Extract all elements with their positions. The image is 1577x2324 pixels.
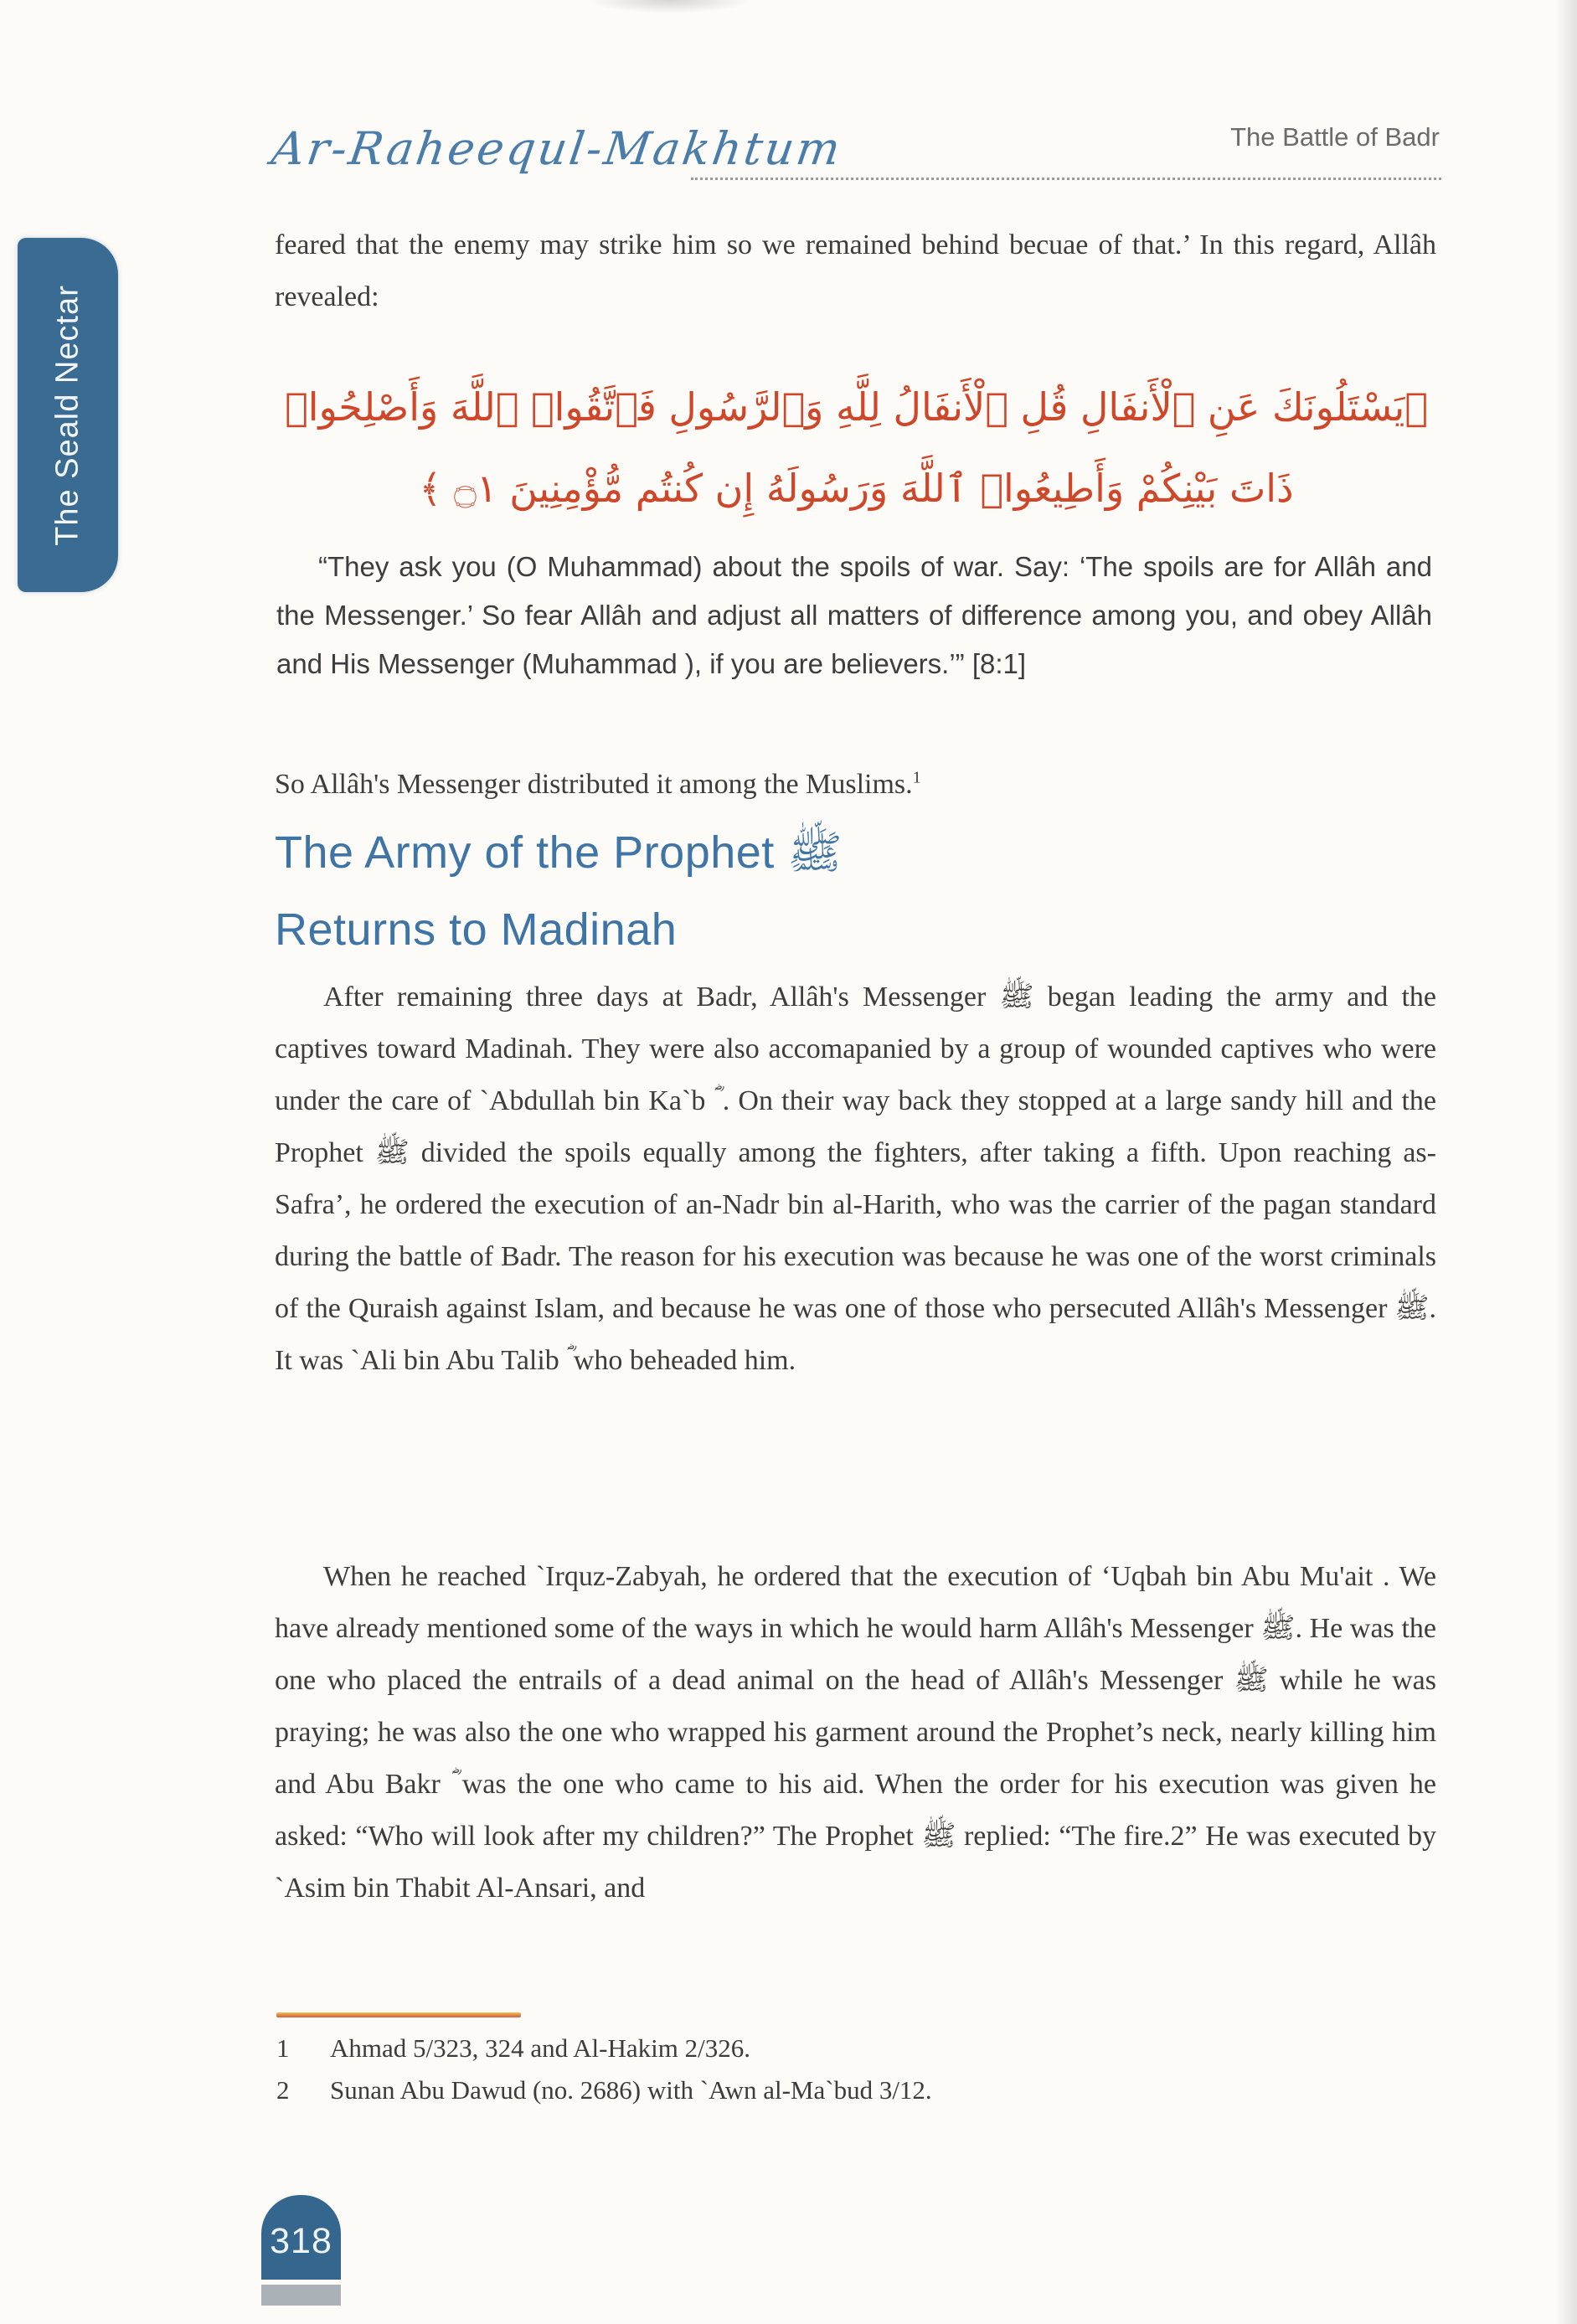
quran-verse-line1: ﴿يَسْتَلُونَكَ عَنِ ٱلْأَنفَالِ قُلِ ٱلْأَنفَالُ لِلَّهِ وَٱلرَّسُولِ فَٱتَّقُوا۟ ٱللَّهَ وَأَصْلِحُوا۟ [285,384,1428,430]
page-number-badge [261,2195,341,2280]
paragraph-intro: feared that the enemy may strike him so we remained behind becuae of that.’ In this regard, Allâh revealed: [275,229,1436,312]
footnote-item [276,2069,1382,2111]
footnote-text: Sunan Abu Dawud (no. 2686) with `Awn al-Ma`bud 3/12. [330,2075,932,2105]
footnote-number: 2 [276,2075,290,2105]
running-chapter-title: The Battle of Badr [1230,122,1440,152]
section-heading-line1: The Army of the Prophet ﷺ [275,827,843,878]
paragraph-army-returns: After remaining three days at Badr, Allâh's Messenger ﷺ began leading the army and the captives toward Madinah. They were also accomapanied by a group of wounded captives who were under the care of `Abdullah bin Ka`b ؓ . On their way back they stopped at a large sandy hill and the Prophet ﷺ divided the spoils equally among the fighters, after taking a fifth. Upon reaching as-Safra’, he ordered the execution of an-Nadr bin al-Harith, who was the carrier of the pagan standard during the battle of Badr. The reason for his execution was because he was one of the worst criminals of the Quraish against Islam, and because he was one of those who persecuted Allâh's Messenger ﷺ. It was `Ali bin Abu Talib ؓ who beheaded him. [275,982,1437,1376]
side-tab-label: The Seald Nectar [49,284,85,546]
footnote-number: 1 [276,2033,290,2063]
book-title-script: Ar-Raheequl-Makhtum [268,122,846,175]
header-dotted-rule [691,178,1441,180]
section-heading [275,814,843,968]
footnote-separator-rule [276,2012,521,2017]
section-heading-line2: Returns to Madinah [275,904,678,955]
verse-translation: “They ask you (O Muhammad) about the spoils of war. Say: ‘The spoils are for Allâh and the Messenger.’ So fear Allâh and adjust all matters of difference among you, and obey Allâh and His Messenger (Muhammad ), if you are believers.’” [8:1] [276,551,1432,679]
chapter-side-tab [18,238,118,592]
footnotes [276,2028,1382,2111]
paragraph-uqbah: When he reached `Irquz-Zabyah, he ordered that the execution of ‘Uqbah bin Abu Mu'ait . We have already mentioned some of the ways in which he would harm Allâh's Messenger ﷺ. He was the one who placed the entrails of a dead animal on the head of Allâh's Messenger ﷺ while he was praying; he was also the one who wrapped his garment around the Prophet’s neck, nearly killing him and Abu Bakr ؓ was the one who came to his aid. When the order for his execution was given he asked: “Who will look after my children?” The Prophet ﷺ replied: “The fire.2” He was executed by `Asim bin Thabit Al-Ansari, and [275,1561,1436,1904]
quran-verse-arabic [276,367,1436,529]
scan-edge-shading [1555,0,1577,2324]
footnote-reference-1: 1 [912,768,921,787]
paragraph-distribution [275,759,1436,811]
quran-verse-line2: ذَاتَ بَيْنِكُمْ وَأَطِيعُوا۟ ٱللَّهَ وَرَسُولَهُ إِن كُنتُم مُّؤْمِنِينَ ۝١ ﴾ [419,466,1294,511]
footnote-item [276,2028,1382,2069]
page-number: 318 [270,2221,332,2261]
footnote-text: Ahmad 5/323, 324 and Al-Hakim 2/326. [330,2033,750,2063]
page-badge-shadow-bar [261,2285,341,2306]
paragraph-distribution-text: So Allâh's Messenger distributed it among the Muslims. [275,769,913,800]
scan-artifact [586,0,754,13]
